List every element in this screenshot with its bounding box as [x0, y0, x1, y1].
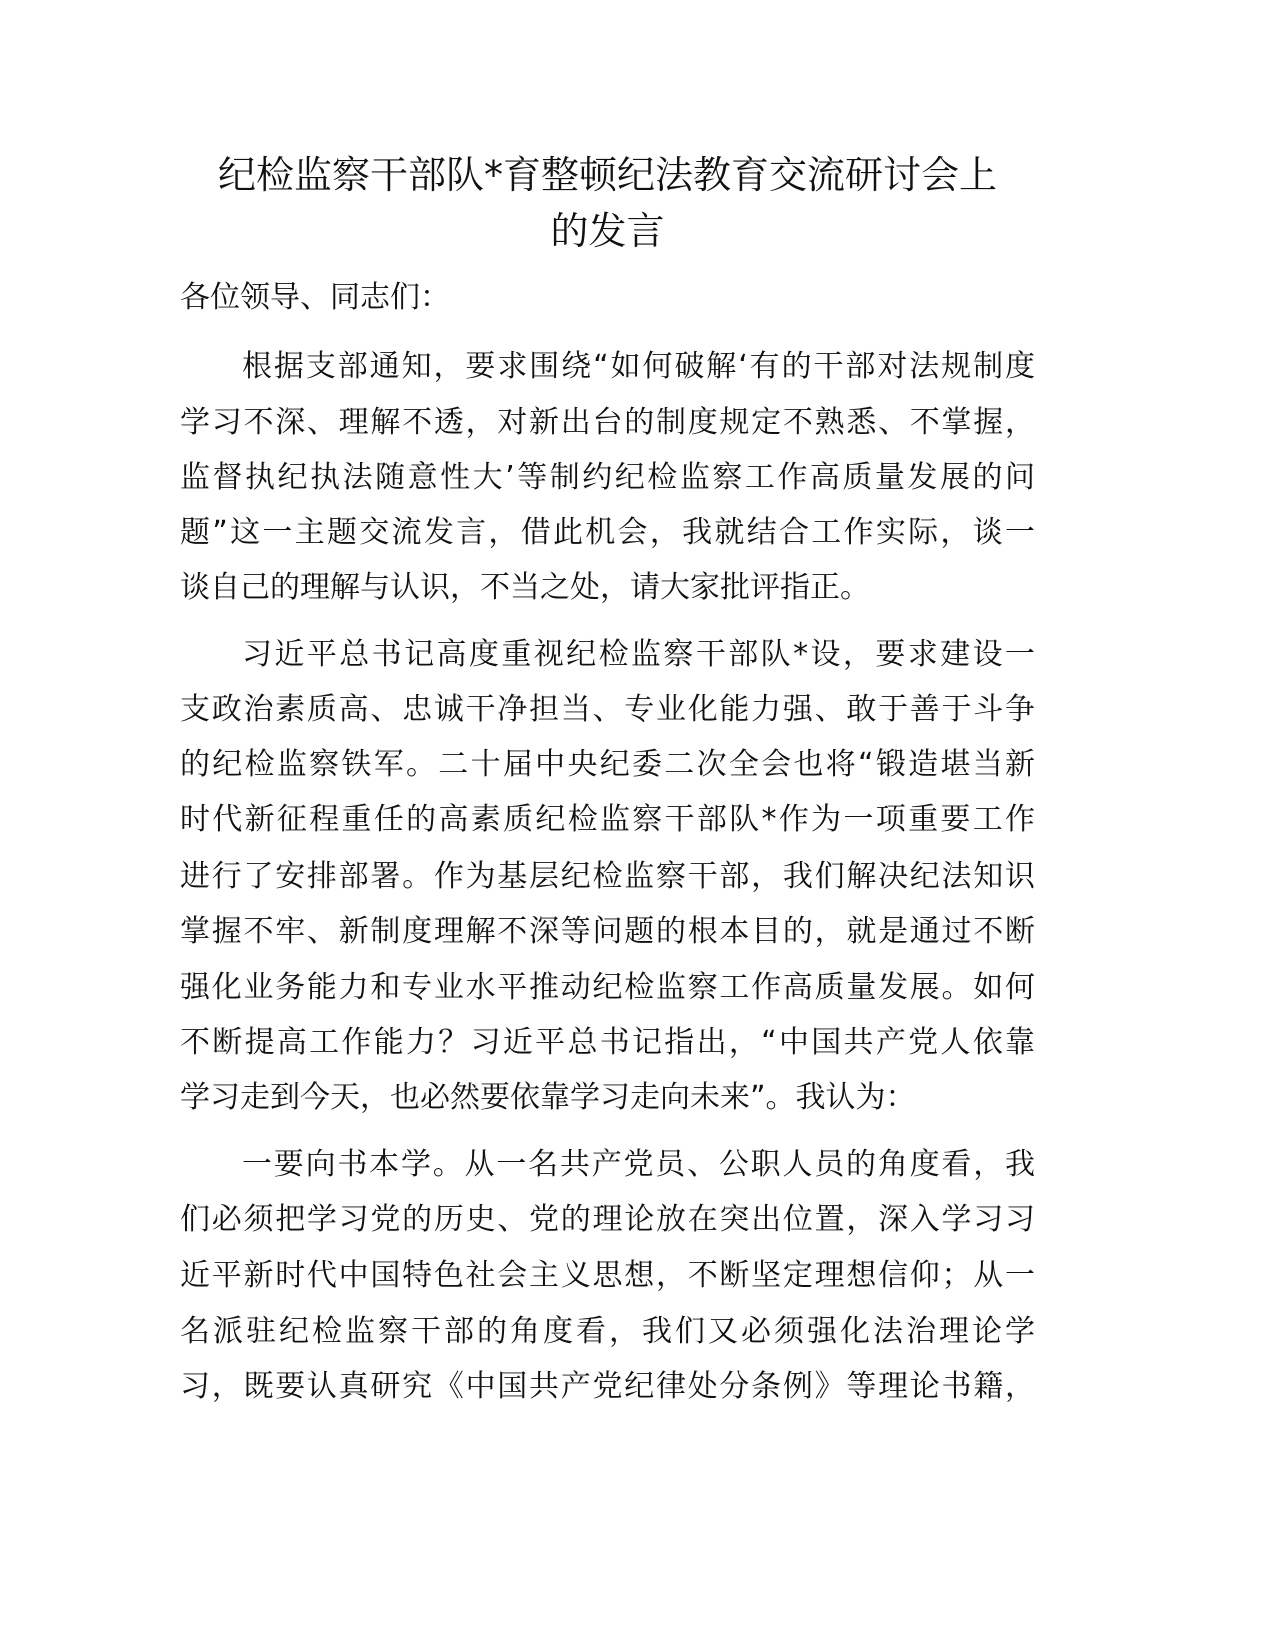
paragraph-2-line: 支政治素质高、忠诚干净担当、专业化能力强、敢于善于斗争	[180, 692, 1035, 727]
paragraph-1-line: 监督执纪执法随意性大’等制约纪检监察工作高质量发展的问	[180, 460, 1035, 495]
paragraph-2-line: 学习走到今天，也必然要依靠学习走向未来”。我认为：	[180, 1080, 916, 1115]
paragraph-1-line: 学习不深、理解不透，对新出台的制度规定不熟悉、不掌握，	[180, 405, 1035, 440]
paragraph-2-line: 进行了安排部署。作为基层纪检监察干部，我们解决纪法知识	[180, 859, 1035, 894]
paragraph-2-line: 的纪检监察铁军。二十届中央纪委二次全会也将“锻造堪当新	[180, 747, 1035, 782]
paragraph-2-line: 掌握不牢、新制度理解不深等问题的根本目的，就是通过不断	[180, 914, 1035, 949]
paragraph-1-line: 根据支部通知，要求围绕“如何破解‘有的干部对法规制度	[242, 349, 1035, 384]
document-title-line-2: 的发言	[550, 209, 665, 253]
paragraph-3-line: 习，既要认真研究《中国共产党纪律处分条例》等理论书籍，	[180, 1369, 1035, 1404]
paragraph-1-line: 题”这一主题交流发言，借此机会，我就结合工作实际，谈一	[180, 515, 1035, 550]
paragraph-3-line: 近平新时代中国特色社会主义思想，不断坚定理想信仰；从一	[180, 1258, 1035, 1293]
paragraph-2-line: 强化业务能力和专业水平推动纪检监察工作高质量发展。如何	[180, 970, 1035, 1005]
paragraph-3-line: 名派驻纪检监察干部的角度看，我们又必须强化法治理论学	[180, 1314, 1035, 1349]
paragraph-1-line: 谈自己的理解与认识，不当之处，请大家批评指正。	[180, 570, 870, 605]
paragraph-2-line: 不断提高工作能力？习近平总书记指出，“中国共产党人依靠	[180, 1025, 1035, 1060]
greeting: 各位领导、同志们：	[180, 280, 450, 315]
paragraph-2-line: 时代新征程重任的高素质纪检监察干部队*作为一项重要工作	[180, 802, 1035, 837]
paragraph-3-line: 们必须把学习党的历史、党的理论放在突出位置，深入学习习	[180, 1202, 1035, 1237]
document-title-line-1: 纪检监察干部队*育整顿纪法教育交流研讨会上	[217, 153, 997, 197]
paragraph-3-line: 一要向书本学。从一名共产党员、公职人员的角度看，我	[242, 1147, 1035, 1182]
paragraph-2-line: 习近平总书记高度重视纪检监察干部队*设，要求建设一	[242, 637, 1035, 672]
